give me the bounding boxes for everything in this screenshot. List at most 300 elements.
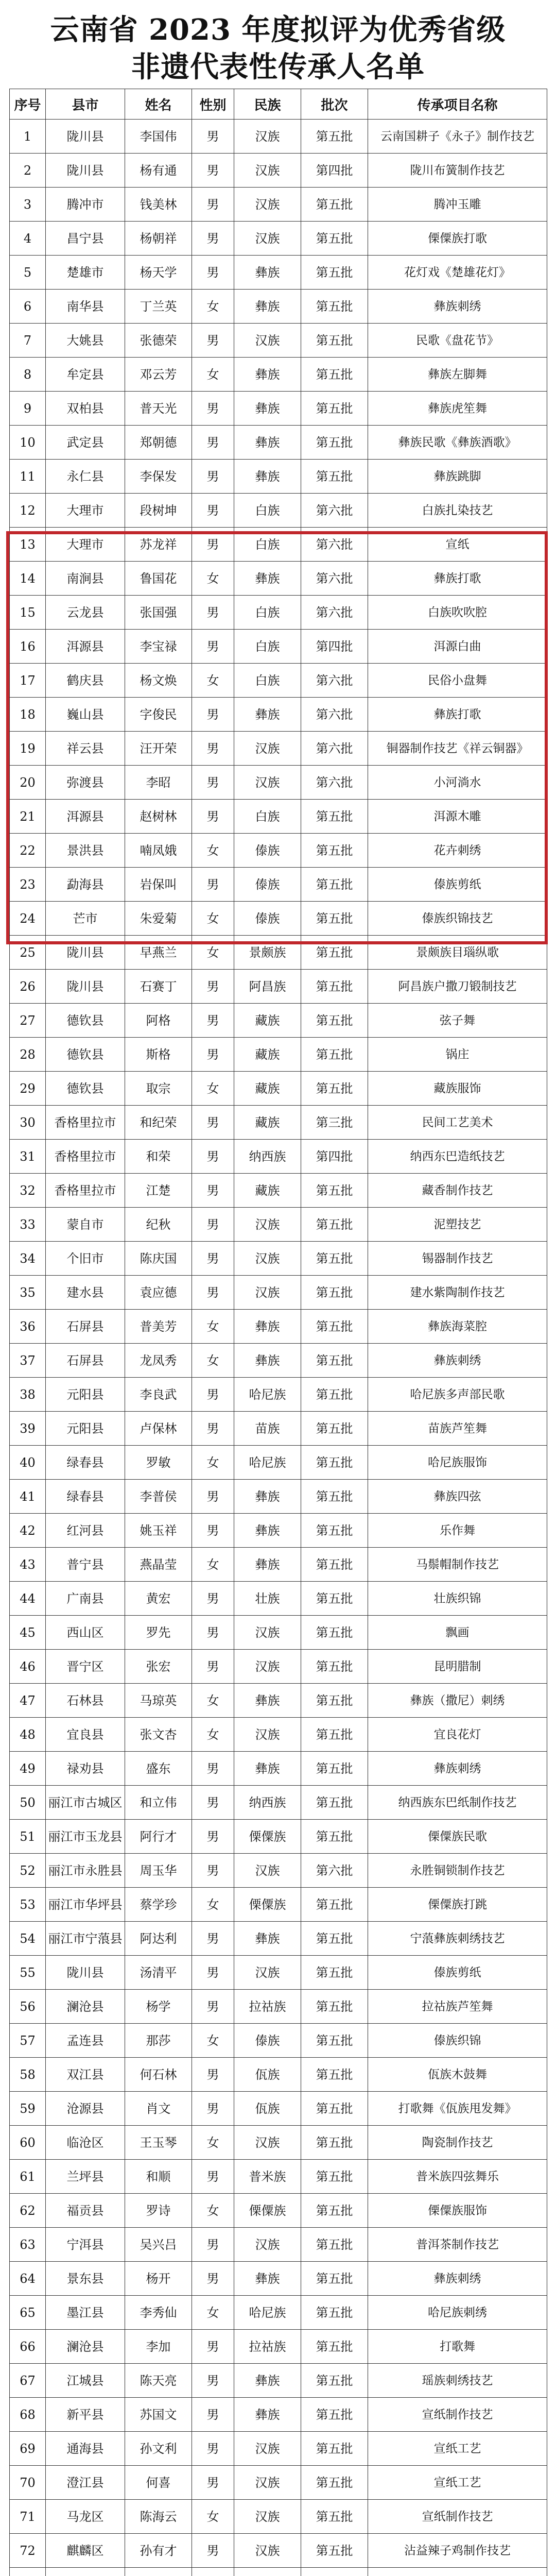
cell-index: 24 — [10, 902, 46, 936]
cell-ethnicity: 佤族 — [234, 2058, 301, 2092]
cell-batch: 第六批 — [301, 494, 368, 528]
cell-batch: 第五批 — [301, 1004, 368, 1038]
cell-gender: 女 — [192, 358, 234, 392]
cell-index: 55 — [10, 1956, 46, 1990]
cell-name: 张德荣 — [125, 324, 192, 358]
cell-county: 双江县 — [46, 2058, 125, 2092]
cell-index: 30 — [10, 1106, 46, 1140]
cell-ethnicity: 彝族 — [234, 426, 301, 460]
table-row — [10, 1446, 547, 1480]
table-row — [10, 2330, 547, 2364]
cell-index: 49 — [10, 1752, 46, 1786]
cell-name: 赵树林 — [125, 800, 192, 834]
cell-batch: 第五批 — [301, 2194, 368, 2228]
cell-index: 22 — [10, 834, 46, 868]
cell-ethnicity: 彝族 — [234, 1480, 301, 1514]
cell-gender: 女 — [192, 2500, 234, 2534]
cell-project: 泥塑技艺 — [368, 1208, 547, 1242]
cell-county: 绿春县 — [46, 1480, 125, 1514]
cell-ethnicity: 哈尼族 — [234, 2296, 301, 2330]
cell-ethnicity: 壮族 — [234, 1582, 301, 1616]
cell-index: 53 — [10, 1888, 46, 1922]
cell-batch: 第五批 — [301, 1650, 368, 1684]
cell-batch: 第五批 — [301, 2466, 368, 2500]
table-row — [10, 2262, 547, 2296]
cell-batch: 第五批 — [301, 834, 368, 868]
cell-county: 巍山县 — [46, 698, 125, 732]
cell-index: 12 — [10, 494, 46, 528]
table-row — [10, 1514, 547, 1548]
cell-batch: 第六批 — [301, 732, 368, 766]
cell-project: 傈僳族打歌 — [368, 222, 547, 256]
cell-county: 绿春县 — [46, 1446, 125, 1480]
cell-gender: 男 — [192, 426, 234, 460]
cell-county: 马龙区 — [46, 2500, 125, 2534]
cell-county: 牟定县 — [46, 358, 125, 392]
cell-ethnicity: 哈尼族 — [234, 1378, 301, 1412]
cell-gender: 男 — [192, 1208, 234, 1242]
cell-gender: 男 — [192, 1922, 234, 1956]
cell-index: 54 — [10, 1922, 46, 1956]
cell-ethnicity: 彝族 — [234, 698, 301, 732]
cell-project: 苗族芦笙舞 — [368, 1412, 547, 1446]
cell-batch: 第五批 — [301, 2024, 368, 2058]
cell-name: 李国伟 — [125, 120, 192, 154]
cell-gender: 男 — [192, 154, 234, 188]
cell-ethnicity: 汉族 — [234, 1718, 301, 1752]
cell-county: 香格里拉市 — [46, 1174, 125, 1208]
cell-county: 大理市 — [46, 494, 125, 528]
cell-index: 61 — [10, 2160, 46, 2194]
cell-name: 杨开 — [125, 2262, 192, 2296]
cell-project: 彝族刺绣 — [368, 1752, 547, 1786]
cell-county: 个旧市 — [46, 1242, 125, 1276]
cell-name: 早燕兰 — [125, 936, 192, 970]
cell-gender: 女 — [192, 2024, 234, 2058]
cell-project: 白族吹吹腔 — [368, 596, 547, 630]
cell-ethnicity: 白族 — [234, 528, 301, 562]
table-row — [10, 1208, 547, 1242]
cell-index: 13 — [10, 528, 46, 562]
cell-gender: 男 — [192, 494, 234, 528]
cell-ethnicity: 汉族 — [234, 154, 301, 188]
cell-county: 云龙县 — [46, 596, 125, 630]
cell-gender: 女 — [192, 1310, 234, 1344]
cell-name: 钱美林 — [125, 188, 192, 222]
cell-name: 盛东 — [125, 1752, 192, 1786]
cell-batch: 第五批 — [301, 222, 368, 256]
cell-batch: 第五批 — [301, 1310, 368, 1344]
cell-batch: 第五批 — [301, 800, 368, 834]
cell-name: 周玉华 — [125, 1854, 192, 1888]
table-row — [10, 154, 547, 188]
cell-county: 德钦县 — [46, 1072, 125, 1106]
cell-gender: 男 — [192, 1412, 234, 1446]
cell-index: 60 — [10, 2126, 46, 2160]
cell-county: 澜沧县 — [46, 2330, 125, 2364]
cell-gender: 男 — [192, 2330, 234, 2364]
cell-project: 哈尼族多声部民歌 — [368, 1378, 547, 1412]
table-row — [10, 868, 547, 902]
cell-index: 28 — [10, 1038, 46, 1072]
cell-batch: 第五批 — [301, 1480, 368, 1514]
cell-batch: 第五批 — [301, 1378, 368, 1412]
table-row — [10, 2126, 547, 2160]
cell-name: 姚玉祥 — [125, 1514, 192, 1548]
cell-index: 21 — [10, 800, 46, 834]
cell-index: 8 — [10, 358, 46, 392]
cell-county: 丽江市华坪县 — [46, 1888, 125, 1922]
table-row — [10, 630, 547, 664]
cell-name: 鲁国花 — [125, 562, 192, 596]
cell-batch: 第五批 — [301, 2432, 368, 2466]
cell-county: 鹤庆县 — [46, 664, 125, 698]
cell-index: 63 — [10, 2228, 46, 2262]
cell-index: 15 — [10, 596, 46, 630]
cell-name: 朱爱菊 — [125, 902, 192, 936]
cell-name: 斯格 — [125, 1038, 192, 1072]
cell-ethnicity: 汉族 — [234, 2432, 301, 2466]
cell-project: 陇川布簧制作技艺 — [368, 154, 547, 188]
cell-ethnicity: 汉族 — [234, 2126, 301, 2160]
table-row — [10, 1650, 547, 1684]
cell-county: 蒙自市 — [46, 1208, 125, 1242]
cell-ethnicity: 白族 — [234, 494, 301, 528]
cell-ethnicity: 汉族 — [234, 1650, 301, 1684]
cell-project: 洱源白曲 — [368, 630, 547, 664]
cell-batch: 第四批 — [301, 1140, 368, 1174]
cell-county: 芒市 — [46, 902, 125, 936]
cell-index: 44 — [10, 1582, 46, 1616]
cell-name: 何喜 — [125, 2466, 192, 2500]
cell-index: 42 — [10, 1514, 46, 1548]
cell-gender: 男 — [192, 1956, 234, 1990]
cell-index: 26 — [10, 970, 46, 1004]
cell-batch: 第五批 — [301, 1786, 368, 1820]
cell-ethnicity: 藏族 — [234, 1106, 301, 1140]
cell-name: 取宗 — [125, 1072, 192, 1106]
cell-county: 建水县 — [46, 1276, 125, 1310]
cell-batch: 第五批 — [301, 2398, 368, 2432]
cell-name: 卢保林 — [125, 1412, 192, 1446]
cell-index: 27 — [10, 1004, 46, 1038]
cell-gender: 男 — [192, 1990, 234, 2024]
cell-ethnicity — [234, 2568, 301, 2576]
header-name: 姓名 — [125, 89, 192, 120]
table-row — [10, 2194, 547, 2228]
cell-county: 景洪县 — [46, 834, 125, 868]
cell-county: 临沧区 — [46, 2126, 125, 2160]
cell-name: 江楚 — [125, 1174, 192, 1208]
cell-index: 68 — [10, 2398, 46, 2432]
cell-ethnicity: 汉族 — [234, 766, 301, 800]
table-header-row — [10, 89, 547, 120]
cell-gender: 女 — [192, 1072, 234, 1106]
cell-name: 岩保叫 — [125, 868, 192, 902]
cell-gender: 男 — [192, 1106, 234, 1140]
cell-county: 丽江市古城区 — [46, 1786, 125, 1820]
cell-index: 59 — [10, 2092, 46, 2126]
cell-project: 彝族跳脚 — [368, 460, 547, 494]
cell-name: 普天光 — [125, 392, 192, 426]
table-row — [10, 2398, 547, 2432]
cell-batch: 第五批 — [301, 426, 368, 460]
cell-project: 瑶族刺绣技艺 — [368, 2364, 547, 2398]
cell-batch: 第六批 — [301, 528, 368, 562]
cell-gender: 男 — [192, 1752, 234, 1786]
cell-ethnicity: 彝族 — [234, 1548, 301, 1582]
cell-county: 普宁县 — [46, 1548, 125, 1582]
cell-gender: 男 — [192, 596, 234, 630]
table-row — [10, 766, 547, 800]
cell-ethnicity: 纳西族 — [234, 1786, 301, 1820]
cell-name: 罗敏 — [125, 1446, 192, 1480]
cell-ethnicity: 彝族 — [234, 1752, 301, 1786]
table-row — [10, 1106, 547, 1140]
table-row — [10, 1718, 547, 1752]
header-project: 传承项目名称 — [368, 89, 547, 120]
cell-batch: 第五批 — [301, 1208, 368, 1242]
cell-project: 打歌舞 — [368, 2330, 547, 2364]
table-row — [10, 1786, 547, 1820]
cell-ethnicity: 彝族 — [234, 562, 301, 596]
cell-name — [125, 2568, 192, 2576]
cell-batch: 第五批 — [301, 392, 368, 426]
cell-batch: 第三批 — [301, 1106, 368, 1140]
cell-county: 香格里拉市 — [46, 1106, 125, 1140]
cell-index: 48 — [10, 1718, 46, 1752]
cell-project: 彝族（撒尼）刺绣 — [368, 1684, 547, 1718]
cell-county: 祥云县 — [46, 732, 125, 766]
cell-batch: 第六批 — [301, 596, 368, 630]
cell-project: 纳西东巴造纸技艺 — [368, 1140, 547, 1174]
cell-county: 红河县 — [46, 1514, 125, 1548]
cell-index: 11 — [10, 460, 46, 494]
cell-project: 花卉刺绣 — [368, 834, 547, 868]
cell-county: 新平县 — [46, 2398, 125, 2432]
cell-project: 乐作舞 — [368, 1514, 547, 1548]
cell-gender: 女 — [192, 2296, 234, 2330]
cell-project: 宣纸工艺 — [368, 2466, 547, 2500]
cell-gender: 男 — [192, 1242, 234, 1276]
cell-ethnicity: 白族 — [234, 630, 301, 664]
cell-project: 普洱茶制作技艺 — [368, 2228, 547, 2262]
cell-project: 彝族虎笙舞 — [368, 392, 547, 426]
cell-project: 锡器制作技艺 — [368, 1242, 547, 1276]
table-row — [10, 698, 547, 732]
cell-index: 32 — [10, 1174, 46, 1208]
cell-project: 云南国耕子《永子》制作技艺 — [368, 120, 547, 154]
table-row — [10, 902, 547, 936]
cell-batch: 第五批 — [301, 1990, 368, 2024]
table-row — [10, 2568, 547, 2576]
cell-county: 陇川县 — [46, 970, 125, 1004]
table-row — [10, 1140, 547, 1174]
cell-project: 宣纸制作技艺 — [368, 2398, 547, 2432]
cell-index: 2 — [10, 154, 46, 188]
cell-name: 和顺 — [125, 2160, 192, 2194]
cell-batch: 第五批 — [301, 1718, 368, 1752]
cell-gender: 男 — [192, 2534, 234, 2568]
cell-ethnicity: 傣族 — [234, 868, 301, 902]
cell-batch: 第五批 — [301, 1446, 368, 1480]
header-gender: 性别 — [192, 89, 234, 120]
cell-project: 阿昌族户撒刀锻制技艺 — [368, 970, 547, 1004]
cell-gender: 男 — [192, 1854, 234, 1888]
cell-gender: 男 — [192, 1480, 234, 1514]
cell-ethnicity: 普米族 — [234, 2160, 301, 2194]
cell-project: 打歌舞《佤族甩发舞》 — [368, 2092, 547, 2126]
cell-name: 李良武 — [125, 1378, 192, 1412]
cell-batch: 第五批 — [301, 902, 368, 936]
cell-ethnicity: 彝族 — [234, 1310, 301, 1344]
cell-county: 勐海县 — [46, 868, 125, 902]
cell-county: 陇川县 — [46, 120, 125, 154]
cell-batch: 第五批 — [301, 1582, 368, 1616]
table-row — [10, 1004, 547, 1038]
cell-batch: 第五批 — [301, 1616, 368, 1650]
cell-project: 宜良花灯 — [368, 1718, 547, 1752]
cell-county: 元阳县 — [46, 1412, 125, 1446]
cell-county: 南涧县 — [46, 562, 125, 596]
cell-ethnicity: 白族 — [234, 596, 301, 630]
cell-county: 双柏县 — [46, 392, 125, 426]
cell-gender: 男 — [192, 188, 234, 222]
cell-ethnicity: 藏族 — [234, 1174, 301, 1208]
cell-gender: 男 — [192, 1616, 234, 1650]
cell-batch: 第五批 — [301, 1072, 368, 1106]
table-row — [10, 1276, 547, 1310]
cell-project: 傈僳族服饰 — [368, 2194, 547, 2228]
cell-gender: 男 — [192, 630, 234, 664]
cell-name: 张国强 — [125, 596, 192, 630]
cell-gender: 男 — [192, 460, 234, 494]
cell-county: 禄劝县 — [46, 1752, 125, 1786]
cell-gender: 女 — [192, 1548, 234, 1582]
cell-ethnicity: 彝族 — [234, 392, 301, 426]
cell-index: 67 — [10, 2364, 46, 2398]
cell-batch: 第五批 — [301, 1956, 368, 1990]
cell-ethnicity: 汉族 — [234, 2466, 301, 2500]
table-row — [10, 324, 547, 358]
cell-county: 陇川县 — [46, 1956, 125, 1990]
table-row — [10, 2432, 547, 2466]
cell-project: 陶瓷制作技艺 — [368, 2126, 547, 2160]
table-row — [10, 256, 547, 290]
cell-batch: 第四批 — [301, 630, 368, 664]
cell-ethnicity: 傈僳族 — [234, 1888, 301, 1922]
cell-project: 普米族四弦舞乐 — [368, 2160, 547, 2194]
table-row — [10, 1548, 547, 1582]
cell-name: 苏龙祥 — [125, 528, 192, 562]
table-row — [10, 2500, 547, 2534]
cell-gender: 女 — [192, 2194, 234, 2228]
cell-project: 宣纸 — [368, 528, 547, 562]
cell-index: 45 — [10, 1616, 46, 1650]
cell-gender: 男 — [192, 2058, 234, 2092]
cell-name: 和立伟 — [125, 1786, 192, 1820]
table-row — [10, 1752, 547, 1786]
cell-project: 彝族打歌 — [368, 562, 547, 596]
cell-name: 郑朝德 — [125, 426, 192, 460]
cell-index: 16 — [10, 630, 46, 664]
cell-project: 佤族木鼓舞 — [368, 2058, 547, 2092]
table-row — [10, 1038, 547, 1072]
cell-ethnicity: 彝族 — [234, 358, 301, 392]
cell-county: 昌宁县 — [46, 222, 125, 256]
cell-gender: 男 — [192, 1276, 234, 1310]
table-row — [10, 1922, 547, 1956]
cell-name: 袁应德 — [125, 1276, 192, 1310]
cell-index: 7 — [10, 324, 46, 358]
cell-project: 彝族民歌《彝族酒歌》 — [368, 426, 547, 460]
cell-county: 香格里拉市 — [46, 1140, 125, 1174]
cell-name: 和纪荣 — [125, 1106, 192, 1140]
cell-index: 38 — [10, 1378, 46, 1412]
cell-county: 德钦县 — [46, 1038, 125, 1072]
table-row — [10, 1616, 547, 1650]
cell-name: 陈天亮 — [125, 2364, 192, 2398]
cell-gender: 女 — [192, 834, 234, 868]
cell-ethnicity: 彝族 — [234, 290, 301, 324]
cell-batch: 第五批 — [301, 1888, 368, 1922]
cell-name: 段树坤 — [125, 494, 192, 528]
table-row — [10, 358, 547, 392]
table-row — [10, 2534, 547, 2568]
cell-project: 傣族织锦技艺 — [368, 902, 547, 936]
inheritors-table — [9, 89, 547, 2576]
cell-name: 陈海云 — [125, 2500, 192, 2534]
cell-batch: 第五批 — [301, 2534, 368, 2568]
cell-project: 傣族剪纸 — [368, 1956, 547, 1990]
cell-name: 那莎 — [125, 2024, 192, 2058]
cell-project: 沾益辣子鸡制作技艺 — [368, 2534, 547, 2568]
cell-gender: 男 — [192, 1650, 234, 1684]
cell-gender: 女 — [192, 1718, 234, 1752]
cell-name: 罗先 — [125, 1616, 192, 1650]
cell-county: 孟连县 — [46, 2024, 125, 2058]
cell-county: 通海县 — [46, 2432, 125, 2466]
cell-county: 石屏县 — [46, 1310, 125, 1344]
cell-name: 邓云芳 — [125, 358, 192, 392]
cell-ethnicity: 汉族 — [234, 324, 301, 358]
cell-batch: 第六批 — [301, 562, 368, 596]
cell-batch: 第五批 — [301, 290, 368, 324]
cell-gender: 男 — [192, 392, 234, 426]
cell-project: 白族扎染技艺 — [368, 494, 547, 528]
cell-name: 何石林 — [125, 2058, 192, 2092]
cell-gender: 男 — [192, 222, 234, 256]
cell-project: 铜器制作技艺《祥云铜器》 — [368, 732, 547, 766]
cell-gender: 男 — [192, 2092, 234, 2126]
cell-name: 李秀仙 — [125, 2296, 192, 2330]
cell-name: 孙有才 — [125, 2534, 192, 2568]
cell-county: 晋宁区 — [46, 1650, 125, 1684]
cell-name: 阿达利 — [125, 1922, 192, 1956]
cell-batch: 第五批 — [301, 1922, 368, 1956]
cell-index: 6 — [10, 290, 46, 324]
cell-batch: 第五批 — [301, 1174, 368, 1208]
cell-project: 彝族刺绣 — [368, 2262, 547, 2296]
cell-name: 杨朝祥 — [125, 222, 192, 256]
cell-project: 彝族刺绣 — [368, 290, 547, 324]
cell-gender: 男 — [192, 2466, 234, 2500]
cell-batch: 第五批 — [301, 2092, 368, 2126]
table-row — [10, 494, 547, 528]
table-row — [10, 460, 547, 494]
cell-name: 阿行才 — [125, 1820, 192, 1854]
table-row — [10, 562, 547, 596]
